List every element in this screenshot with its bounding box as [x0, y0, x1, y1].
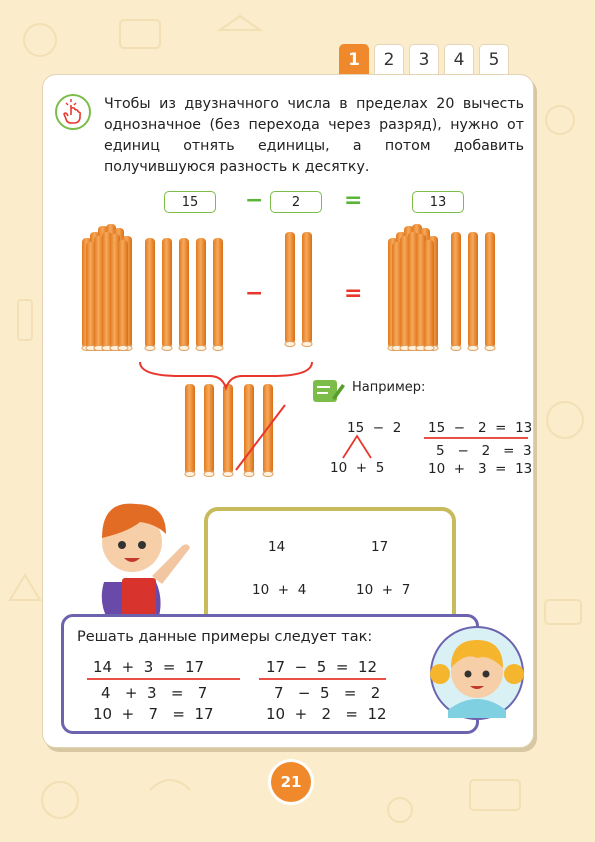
sticks-equals-sign: = [344, 281, 363, 306]
subtrahend-box: 2 [270, 191, 322, 213]
solve-right-line1: 17 − 5 = 12 [266, 658, 378, 676]
panel-split-17: 10 + 7 [356, 582, 411, 598]
example2-line1: 15 − 2 = 13 [428, 420, 533, 436]
example1-expression: 15 − 2 [347, 420, 402, 436]
solve-right-line3: 10 + 2 = 12 [266, 705, 387, 723]
tab-2[interactable]: 2 [374, 44, 404, 74]
example-label: Например: [352, 380, 426, 395]
panel-split-14: 10 + 4 [252, 582, 307, 598]
page-number: 21 [271, 762, 311, 802]
rule-text: Чтобы из двузначного числа в пределах 20 вычесть однозначное (без перехода через разряд), нужно от единиц отнять единицы, а потом добавить получившуюся разность к десятку. [104, 96, 524, 175]
example1-split: 10 + 5 [330, 460, 385, 476]
solve-left-line3: 10 + 7 = 17 [93, 705, 214, 723]
sticks-minus-sign: − [245, 281, 264, 306]
example2-line3: 10 + 3 = 13 [428, 461, 533, 477]
result-box: 13 [412, 191, 464, 213]
solve-left-line2: 4 + 3 = 7 [101, 684, 208, 702]
minuend-box: 15 [164, 191, 216, 213]
panel-number-14: 14 [268, 539, 286, 555]
solution-title: Решать данные примеры следует так: [77, 629, 373, 645]
girl-illustration [428, 624, 526, 722]
panel-number-17: 17 [371, 539, 389, 555]
solve-left-line1: 14 + 3 = 17 [93, 658, 205, 676]
example2-line2: 5 − 2 = 3 [436, 443, 532, 459]
tab-5[interactable]: 5 [479, 44, 509, 74]
tab-4[interactable]: 4 [444, 44, 474, 74]
equals-sign: = [344, 188, 363, 213]
minus-sign: − [245, 188, 264, 213]
tab-3[interactable]: 3 [409, 44, 439, 74]
solve-right-line2: 7 − 5 = 2 [274, 684, 381, 702]
tab-1[interactable]: 1 [339, 44, 369, 74]
